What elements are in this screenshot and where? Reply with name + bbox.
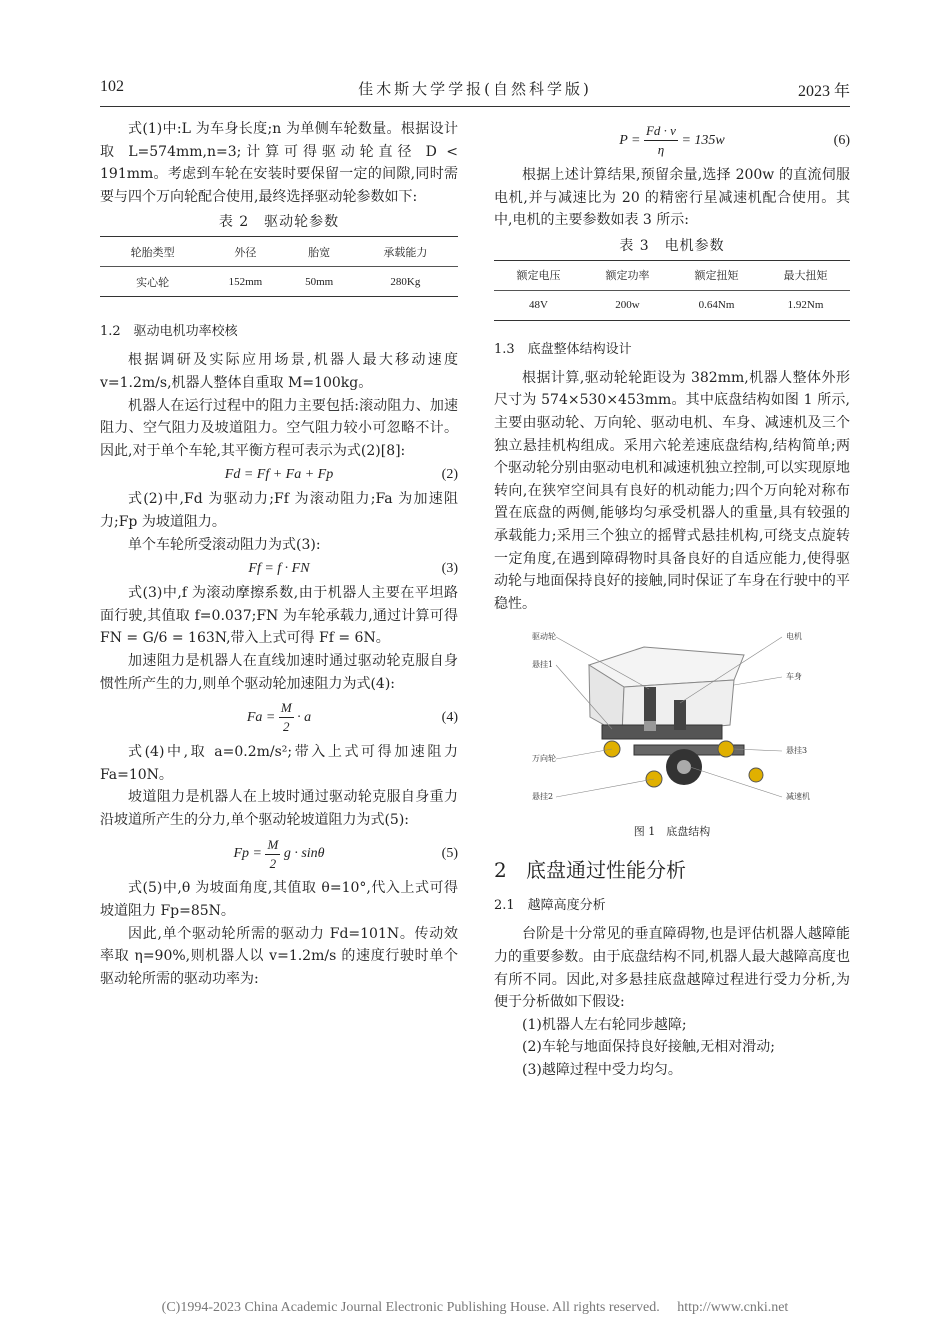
equation-body: Ff = f · FN <box>248 561 310 577</box>
equation-body <box>100 831 458 877</box>
list-item: (2)车轮与地面保持良好接触,无相对滑动; <box>522 1039 775 1056</box>
table-header-cell: 轮胎类型 <box>100 237 205 267</box>
paragraph: 式(4)中,取 a=0.2m/s²;带入上式可得加速阻力 Fa=10N。 <box>100 744 458 783</box>
section-number: 2 <box>494 858 507 883</box>
equation-rhs: g · sinθ <box>283 846 325 862</box>
paragraph: 式(1)中:L 为车身长度;n 为单侧车轮数量。根据设计取 L=574mm,n=3;计算可得驱动轮直径 D < 191mm。考虑到车轮在安装时要保留一定的间隙,同时需要与四个万向轮配合使用,最终选择驱动轮参数如下: <box>100 121 458 205</box>
fraction <box>644 122 678 159</box>
table-cell: 0.64Nm <box>672 290 761 320</box>
section-2-heading <box>494 855 850 885</box>
denominator: 2 <box>283 719 290 735</box>
fraction <box>279 699 294 736</box>
paragraph: 式(3)中,f 为滚动摩擦系数,由于机器人主要在平坦路面行驶,其值取 f=0.037;FN 为车轮承载力,通过计算可得 FN = G/6 = 163N,带入上式可得 Ff = 6N。 <box>100 585 458 647</box>
equation-lhs: Fp = <box>233 846 262 862</box>
equation-number: (4) <box>441 710 458 726</box>
table-cell: 实心轮 <box>100 267 205 297</box>
table-header-cell: 额定功率 <box>583 260 672 290</box>
section-1-2-title: 1.2 驱动电机功率校核 <box>100 324 238 340</box>
figure-1-chassis <box>494 625 850 821</box>
numerator: Fd · v <box>644 122 678 141</box>
equation-lhs: Fa = <box>246 710 276 726</box>
paragraph: 式(5)中,θ 为坡面角度,其值取 θ=10°,代入上式可得坡道阻力 Fp=85N。 <box>100 880 458 920</box>
paragraph: 因此,单个驱动轮所需的驱动力 Fd=101N。传动效率取 η=90%,则机器人以 v=1.2m/s 的速度行驶时单个驱动轮所需的驱动功率为: <box>100 925 458 987</box>
table-header-cell: 外径 <box>205 237 285 267</box>
equation-2 <box>100 462 458 488</box>
equation-6 <box>494 118 850 164</box>
figure-label: 万向轮 <box>532 754 556 764</box>
equation-number: (6) <box>833 133 850 148</box>
paragraph: 坡道阻力是机器人在上坡时通过驱动轮克服自身重力沿坡道所产生的分力,单个驱动轮坡道阻力为式(5): <box>100 789 458 828</box>
figure-label: 车身 <box>786 672 802 682</box>
table-header-cell: 承载能力 <box>353 237 458 267</box>
section-title: 底盘通过性能分析 <box>526 858 686 883</box>
copyright-footer: (C)1994-2023 China Academic Journal Electronic Publishing House. All rights reserved. http://www.cnki.net <box>161 1300 789 1315</box>
fraction <box>265 836 280 873</box>
denominator: η <box>657 142 665 158</box>
equation-number: (2) <box>441 467 458 483</box>
page-number: 102 <box>100 78 124 95</box>
equation-lhs: P = <box>619 133 641 148</box>
table-2-caption: 表 2 驱动轮参数 <box>218 214 340 231</box>
paragraph: 加速阻力是机器人在直线加速时通过驱动轮克服自身惯性所产生的力,则单个驱动轮加速阻力为式(4): <box>100 652 458 692</box>
journal-title: 佳木斯大学学报(自然科学版) <box>358 80 592 98</box>
equation-body <box>100 695 458 741</box>
section-2-1-title: 2.1 越障高度分析 <box>494 898 606 914</box>
denominator: 2 <box>269 855 277 871</box>
list-item: (3)越障过程中受力均匀。 <box>522 1061 682 1078</box>
numerator: M <box>279 699 294 718</box>
equation-body <box>494 118 850 164</box>
equation-number: (3) <box>441 561 458 577</box>
table-cell: 48V <box>494 290 583 320</box>
paragraph: 机器人在运行过程中的阻力主要包括:滚动阻力、加速阻力、空气阻力及坡道阻力。空气阻力较小可忽略不计。因此,对于单个车轮,其平衡方程可表示为式(2)[8]: <box>100 397 458 459</box>
table-cell: 280Kg <box>353 267 458 297</box>
left-column <box>100 118 458 990</box>
table-header-cell: 胎宽 <box>286 237 353 267</box>
running-header <box>100 78 850 102</box>
figure-label: 悬挂1 <box>532 660 554 670</box>
equation-rhs: = 135w <box>681 133 725 148</box>
figure-label: 电机 <box>786 632 802 642</box>
equation-5 <box>100 831 458 877</box>
paragraph: 根据计算,驱动轮轮距设为 382mm,机器人整体外形尺寸为 574×530×453mm。其中底盘结构如图 1 所示,主要由驱动轮、万向轮、驱动电机、车身、减速机及三个独立悬挂机构组成。采用六轮差速底盘结构,结构简单;两个驱动轮分别由驱动电机和减速机独立控制,可以实现原地转向,在狭窄空间具有良好的机动能力;四个万向轮对称布置在底盘的两侧,能够均匀承受机器人的重量,具有较强的承载能力;采用三个独立的摇臂式悬挂机构,可绕支点旋转一定角度,在遇到障碍物时具备良好的自适应能力,使得驱动轮与地面保持良好的接触,同时保证了车身在行驶中的平稳性。 <box>494 369 850 612</box>
table-cell: 200w <box>583 290 672 320</box>
numerator: M <box>265 836 280 855</box>
paragraph: 单个车轮所受滚动阻力为式(3): <box>128 536 321 553</box>
figure-label: 减速机 <box>786 792 810 802</box>
figure-label: 驱动轮 <box>532 632 556 642</box>
table-header-cell: 额定电压 <box>494 260 583 290</box>
header-rule <box>100 106 850 107</box>
paragraph: 台阶是十分常见的垂直障碍物,也是评估机器人越障能力的重要参数。由于底盘结构不同,机器人最大越障高度也有所不同。因此,对多悬挂底盘越障过程进行受力分析,为便于分析做如下假设: <box>494 926 850 1011</box>
table-cell: 152mm <box>205 267 285 297</box>
table-3-caption: 表 3 电机参数 <box>619 237 725 254</box>
section-1-3-title: 1.3 底盘整体结构设计 <box>494 341 632 357</box>
equation-rhs: · a <box>297 710 312 726</box>
paragraph: 根据上述计算结果,预留余量,选择 200w 的直流伺服电机,并与减速比为 20 的精密行星减速机配合使用。其中,电机的主要参数如表 3 所示: <box>494 167 850 229</box>
equation-body: Fd = Ff + Fa + Fp <box>224 467 334 483</box>
right-column <box>494 118 850 1081</box>
equation-number: (5) <box>441 846 458 862</box>
list-item: (1)机器人左右轮同步越障; <box>522 1016 687 1033</box>
paragraph: 根据调研及实际应用场景,机器人最大移动速度 v=1.2m/s,机器人整体自重取 M=100kg。 <box>100 352 458 391</box>
figure-1-caption: 图 1 底盘结构 <box>633 825 711 839</box>
table-cell: 1.92Nm <box>761 290 850 320</box>
paragraph: 式(2)中,Fd 为驱动力;Ff 为滚动阻力;Fa 为加速阻力;Fp 为坡道阻力。 <box>100 491 458 530</box>
table-header-cell: 最大扭矩 <box>761 260 850 290</box>
equation-3 <box>100 556 458 582</box>
publication-year: 2023 年 <box>797 83 850 100</box>
table-header-cell: 额定扭矩 <box>672 260 761 290</box>
figure-label: 悬挂2 <box>532 792 554 802</box>
table-cell: 50mm <box>286 267 353 297</box>
figure-label: 悬挂3 <box>786 746 808 756</box>
table-2-drive-wheel-params <box>100 236 458 297</box>
equation-4 <box>100 695 458 741</box>
table-3-motor-params <box>494 260 850 321</box>
